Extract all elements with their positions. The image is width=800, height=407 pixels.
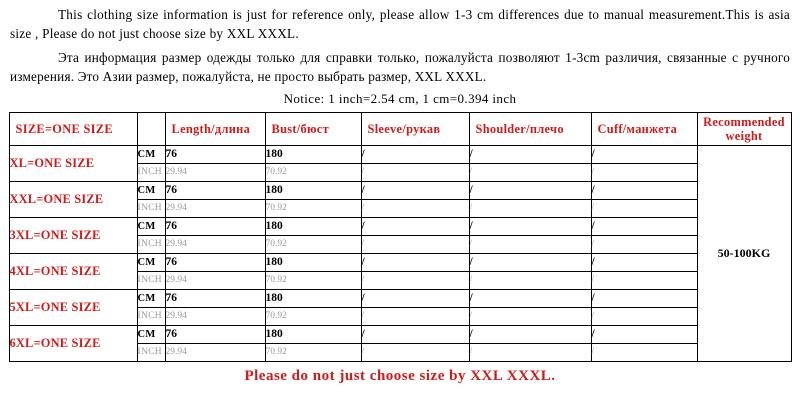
size-table	[9, 112, 792, 362]
unit-inch: INCH	[137, 199, 165, 217]
length-inch: 29.94	[165, 235, 265, 253]
length-cm: 76	[165, 217, 265, 235]
unit-inch: INCH	[137, 343, 165, 361]
unit-inch: INCH	[137, 271, 165, 289]
unit-cm: CM	[137, 217, 165, 235]
sleeve-cm: /	[361, 145, 469, 163]
sleeve-cm: /	[361, 325, 469, 343]
notice-russian: Эта информация размер одежды только для справки только, пожалуйста позволяют 1-3cm различия, связанные с ручного измерения. Это Азии размер, пожалуйста, не просто выбрать размер, XXL XXXL.	[10, 50, 790, 85]
length-inch: 29.94	[165, 163, 265, 181]
cuff-inch: /	[591, 235, 697, 253]
header-size: SIZE=ONE SIZE	[9, 112, 137, 145]
header-recommended-weight: Recommended weight	[697, 112, 791, 145]
table-row	[9, 325, 791, 343]
shoulder-inch: /	[469, 307, 591, 325]
shoulder-cm: /	[469, 289, 591, 307]
cuff-cm: /	[591, 289, 697, 307]
footer-warning: Please do not just choose size by XXL XXXL.	[244, 367, 556, 384]
length-inch: 29.94	[165, 271, 265, 289]
sleeve-inch: /	[361, 343, 469, 361]
bust-inch: 70.92	[265, 307, 361, 325]
bust-inch: 70.92	[265, 343, 361, 361]
bust-cm: 180	[265, 181, 361, 199]
length-cm: 76	[165, 325, 265, 343]
unit-cm: CM	[137, 325, 165, 343]
header-bust: Bust/бюст	[265, 112, 361, 145]
shoulder-inch: /	[469, 271, 591, 289]
shoulder-cm: /	[469, 145, 591, 163]
unit-cm: CM	[137, 181, 165, 199]
unit-inch: INCH	[137, 307, 165, 325]
shoulder-inch: /	[469, 163, 591, 181]
bust-cm: 180	[265, 217, 361, 235]
unit-cm: CM	[137, 253, 165, 271]
shoulder-inch: /	[469, 343, 591, 361]
header-sleeve: Sleeve/рукав	[361, 112, 469, 145]
bust-cm: 180	[265, 325, 361, 343]
size-label: 5XL=ONE SIZE	[9, 289, 137, 325]
shoulder-inch: /	[469, 235, 591, 253]
length-cm: 76	[165, 181, 265, 199]
cuff-cm: /	[591, 217, 697, 235]
bust-inch: 70.92	[265, 271, 361, 289]
shoulder-cm: /	[469, 325, 591, 343]
length-cm: 76	[165, 289, 265, 307]
shoulder-cm: /	[469, 253, 591, 271]
sleeve-inch: /	[361, 271, 469, 289]
bust-inch: 70.92	[265, 163, 361, 181]
length-cm: 76	[165, 253, 265, 271]
cuff-inch: /	[591, 163, 697, 181]
unit-inch: INCH	[137, 235, 165, 253]
unit-cm: CM	[137, 145, 165, 163]
sleeve-cm: /	[361, 181, 469, 199]
cuff-inch: /	[591, 199, 697, 217]
table-row	[9, 289, 791, 307]
notice-block	[0, 0, 800, 107]
cuff-cm: /	[591, 181, 697, 199]
unit-inch: INCH	[137, 163, 165, 181]
table-row	[9, 181, 791, 199]
table-row	[9, 145, 791, 163]
unit-cm: CM	[137, 289, 165, 307]
recommended-weight-value: 50-100KG	[697, 145, 791, 361]
cuff-cm: /	[591, 325, 697, 343]
size-label: 3XL=ONE SIZE	[9, 217, 137, 253]
table-row	[9, 253, 791, 271]
header-length: Length/длина	[165, 112, 265, 145]
bust-inch: 70.92	[265, 235, 361, 253]
bust-inch: 70.92	[265, 199, 361, 217]
notice-unit-conversion: Notice: 1 inch=2.54 cm, 1 cm=0.394 inch	[283, 90, 517, 106]
bust-cm: 180	[265, 253, 361, 271]
cuff-inch: /	[591, 343, 697, 361]
table-header-row	[9, 112, 791, 145]
bust-cm: 180	[265, 145, 361, 163]
cuff-cm: /	[591, 253, 697, 271]
header-cuff: Cuff/манжета	[591, 112, 697, 145]
length-inch: 29.94	[165, 343, 265, 361]
length-cm: 76	[165, 145, 265, 163]
shoulder-cm: /	[469, 181, 591, 199]
bust-cm: 180	[265, 289, 361, 307]
length-inch: 29.94	[165, 199, 265, 217]
table-row	[9, 217, 791, 235]
shoulder-cm: /	[469, 217, 591, 235]
header-unit	[137, 112, 165, 145]
header-shoulder: Shoulder/плечо	[469, 112, 591, 145]
sleeve-inch: /	[361, 235, 469, 253]
sleeve-cm: /	[361, 217, 469, 235]
cuff-inch: /	[591, 307, 697, 325]
cuff-cm: /	[591, 145, 697, 163]
sleeve-cm: /	[361, 289, 469, 307]
size-label: XXL=ONE SIZE	[9, 181, 137, 217]
sleeve-cm: /	[361, 253, 469, 271]
cuff-inch: /	[591, 271, 697, 289]
sleeve-inch: /	[361, 307, 469, 325]
size-label: XL=ONE SIZE	[9, 145, 137, 181]
shoulder-inch: /	[469, 199, 591, 217]
size-label: 6XL=ONE SIZE	[9, 325, 137, 361]
sleeve-inch: /	[361, 199, 469, 217]
length-inch: 29.94	[165, 307, 265, 325]
size-label: 4XL=ONE SIZE	[9, 253, 137, 289]
sleeve-inch: /	[361, 163, 469, 181]
notice-english: This clothing size information is just for reference only, please allow 1-3 cm differences due to manual measurement.This is asia size , Please do not just choose size by XXL XXXL.	[10, 7, 790, 41]
